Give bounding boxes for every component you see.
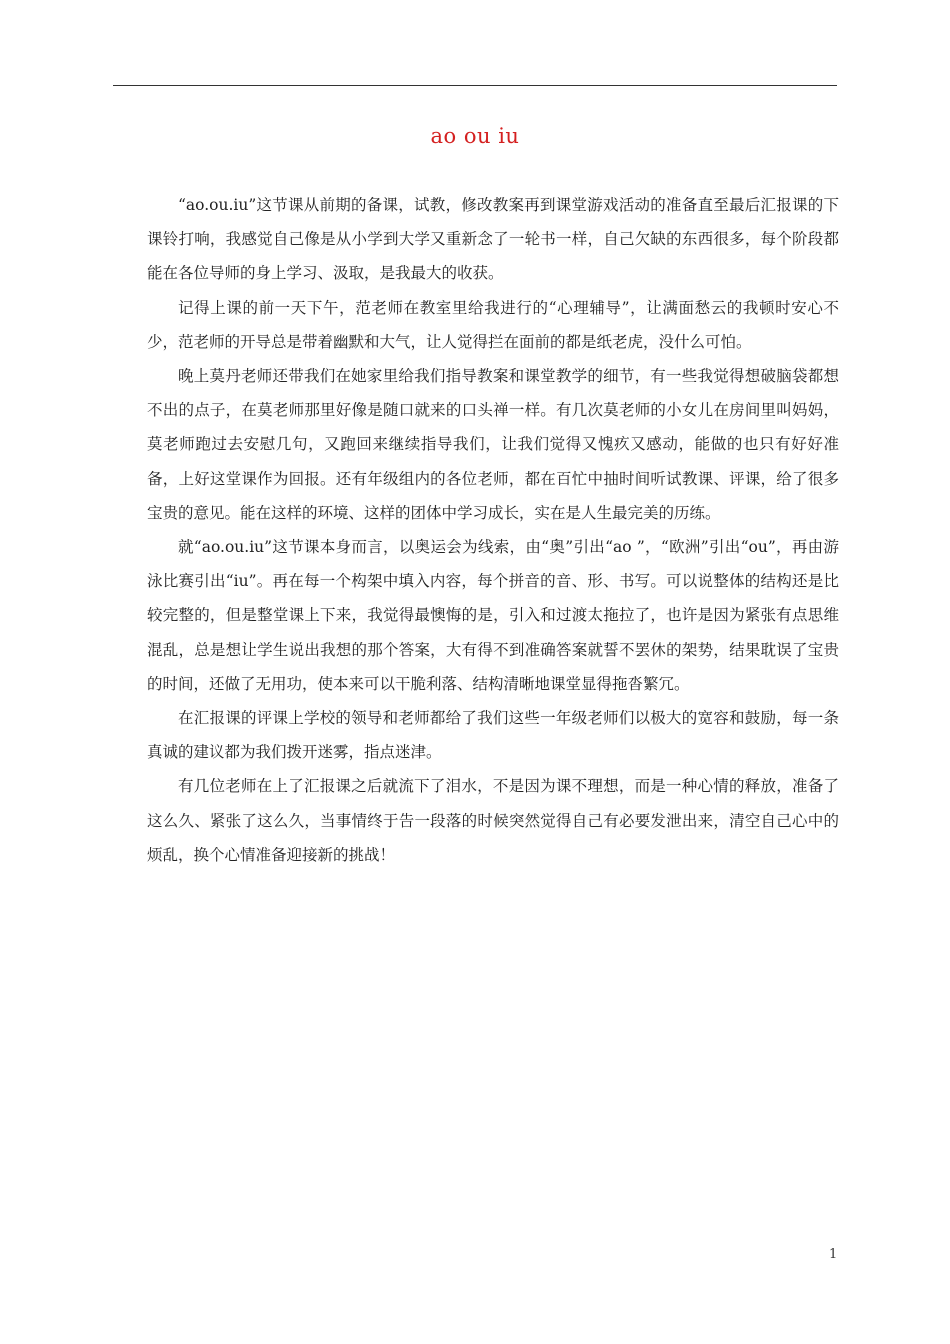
document-body	[147, 188, 839, 872]
paragraph-1: “ao.ou.iu”这节课从前期的备课，试教，修改教案再到课堂游戏活动的准备直至最后汇报课的下课铃打响，我感觉自己像是从小学到大学又重新念了一轮书一样，自己欠缺的东西很多，每个阶段都能在各位导师的身上学习、汲取，是我最大的收获。	[147, 196, 839, 283]
paragraph-6: 有几位老师在上了汇报课之后就流下了泪水，不是因为课不理想，而是一种心情的释放，准备了这么久、紧张了这么久，当事情终于告一段落的时候突然觉得自己有必要发泄出来，清空自己心中的烦乱，换个心情准备迎接新的挑战！	[147, 777, 839, 864]
page-number: 1	[829, 1247, 838, 1262]
header-rule	[113, 85, 837, 86]
paragraph-3: 晚上莫丹老师还带我们在她家里给我们指导教案和课堂教学的细节，有一些我觉得想破脑袋都想不出的点子，在莫老师那里好像是随口就来的口头禅一样。有几次莫老师的小女儿在房间里叫妈妈，莫老师跑过去安慰几句，又跑回来继续指导我们，让我们觉得又愧疚又感动，能做的也只有好好准备，上好这堂课作为回报。还有年级组内的各位老师，都在百忙中抽时间听试教课、评课，给了很多宝贵的意见。能在这样的环境、这样的团体中学习成长，实在是人生最完美的历练。	[147, 367, 839, 522]
paragraph-2: 记得上课的前一天下午，范老师在教室里给我进行的“心理辅导”，让满面愁云的我顿时安心不少，范老师的开导总是带着幽默和大气，让人觉得拦在面前的都是纸老虎，没什么可怕。	[147, 298, 839, 351]
paragraph-4: 就“ao.ou.iu”这节课本身而言，以奥运会为线索，由“奥”引出“ao ”，“欧洲”引出“ou”，再由游泳比赛引出“iu”。再在每一个构架中填入内容，每个拼音的音、形、书写。可以说整体的结构还是比较完整的，但是整堂课上下来，我觉得最懊悔的是，引入和过渡太拖拉了，也许是因为紧张有点思维混乱，总是想让学生说出我想的那个答案，大有得不到准确答案就誓不罢休的架势，结果耽误了宝贵的时间，还做了无用功，使本来可以干脆利落、结构清晰地课堂显得拖沓繁冗。	[147, 538, 839, 693]
paragraph-5: 在汇报课的评课上学校的领导和老师都给了我们这些一年级老师们以极大的宽容和鼓励，每一条真诚的建议都为我们拨开迷雾，指点迷津。	[147, 709, 839, 762]
document-title: ao ou iu	[430, 124, 520, 148]
